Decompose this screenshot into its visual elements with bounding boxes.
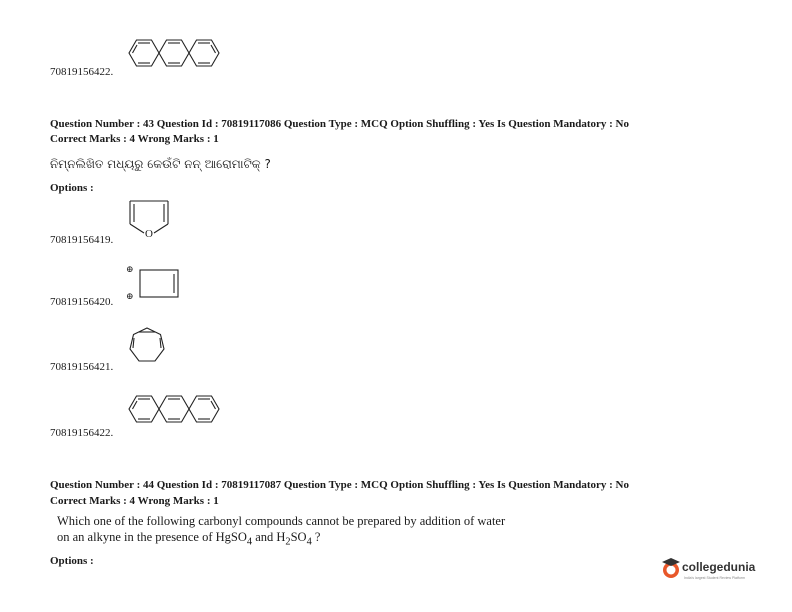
brand-tagline: India's largest Student Review Platform	[684, 576, 745, 580]
cycloheptatriene-structure	[126, 325, 168, 367]
oxygen-atom-label: O	[145, 228, 153, 240]
positive-charge-icon: ⊕	[126, 291, 134, 301]
options-label: Options :	[50, 555, 94, 567]
question-marks: Correct Marks : 4 Wrong Marks : 1	[50, 133, 219, 145]
question-text: ନିମ୍ନଲିଖିତ ମଧ୍ୟରୁ କେଉଁଟି ନନ୍ ଆରୋମାଟିକ୍ ?	[50, 157, 271, 171]
option-id: 70819156422.	[50, 427, 114, 439]
question-text-line2: on an alkyne in the presence of HgSO$_4$ and $H_2SO_4$ ?	[57, 530, 321, 548]
question-header: Question Number : 44 Question Id : 70819117087 Question Type : MCQ Option Shuffling : Yes Is Question Mandatory : No	[50, 479, 629, 491]
brand-name: collegedunia	[682, 560, 756, 574]
anthracene-structure-top	[126, 32, 226, 74]
graduate-cap-icon	[661, 557, 681, 581]
cyclobutadiene-dication-structure	[138, 268, 182, 300]
collegedunia-logo	[661, 557, 761, 583]
options-label: Options :	[50, 182, 94, 194]
option-id: 70819156419.	[50, 234, 114, 246]
option-id: 70819156422.	[50, 66, 114, 78]
option-id: 70819156421.	[50, 361, 114, 373]
question-marks: Correct Marks : 4 Wrong Marks : 1	[50, 495, 219, 507]
question-header: Question Number : 43 Question Id : 70819117086 Question Type : MCQ Option Shuffling : Yes Is Question Mandatory : No	[50, 118, 629, 130]
question-text-line1: Which one of the following carbonyl compounds cannot be prepared by addition of water	[57, 514, 506, 528]
anthracene-structure	[126, 388, 226, 430]
option-id: 70819156420.	[50, 296, 114, 308]
positive-charge-icon: ⊕	[126, 264, 134, 274]
